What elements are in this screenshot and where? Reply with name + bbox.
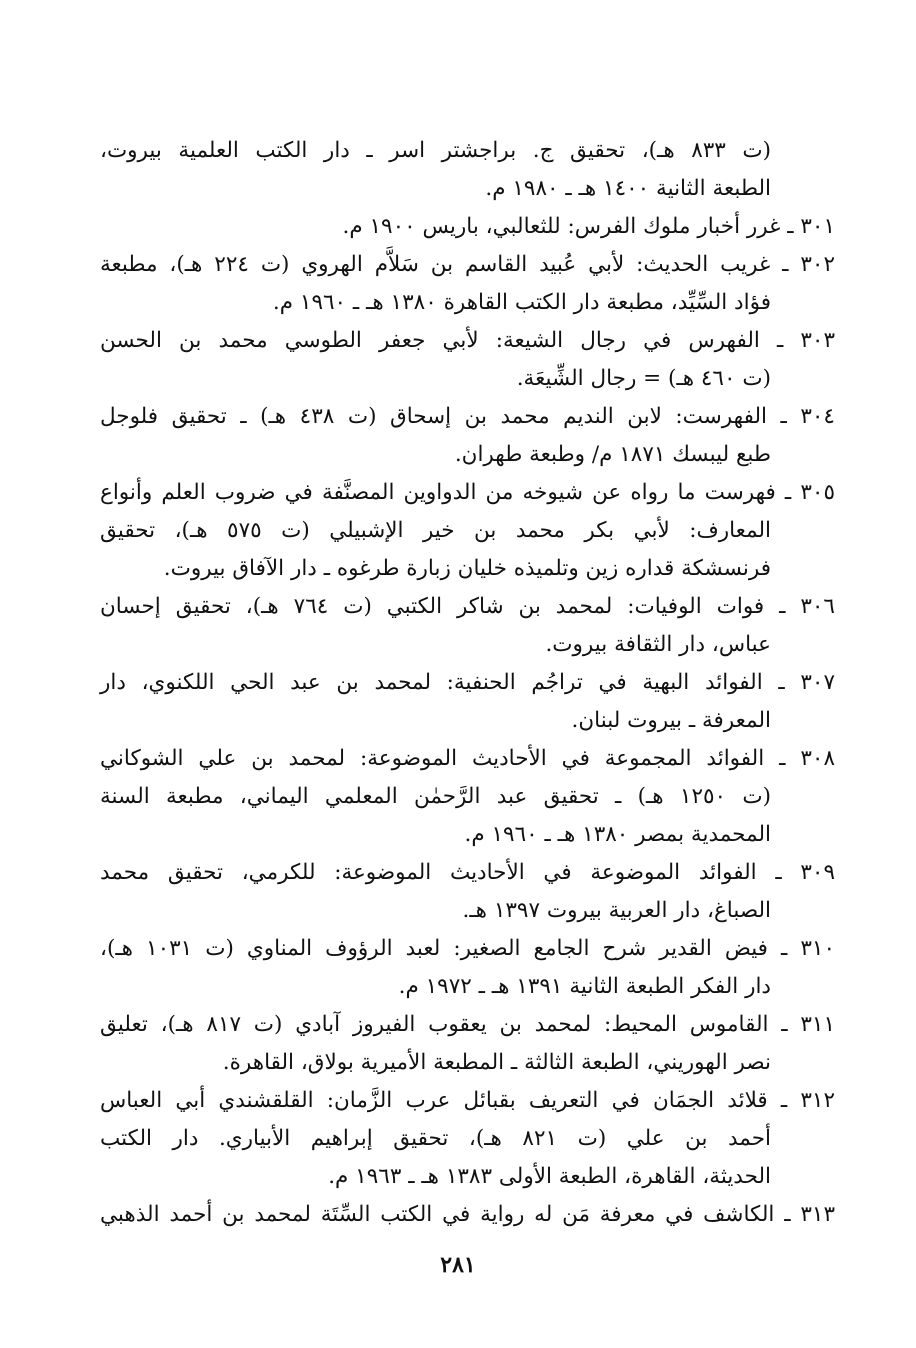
entry-line: ٣٠٨ ـ الفوائد المجموعة في الأحاديث الموضوعة: لمحمد بن علي الشوكاني <box>100 746 835 771</box>
entry-continuation-line: (ت ٨٣٣ هـ)، تحقيق ج. براجشتر اسر ـ دار الكتب العلمية بيروت، <box>100 138 771 163</box>
entry-line: ٣١١ ـ القاموس المحيط: لمحمد بن يعقوب الفيروز آبادي (ت ٨١٧ هـ)، تعليق <box>100 1012 835 1037</box>
entry-continuation-line: الطبعة الثانية ١٤٠٠ هـ ـ ١٩٨٠ م. <box>485 176 771 201</box>
entry-continuation-line: طبع ليبسك ١٨٧١ م/ وطبعة طهران. <box>454 442 771 467</box>
bibliography-list <box>100 132 835 1234</box>
entry-line: ٣٠٥ ـ فهرست ما رواه عن شيوخه من الدواوين المصنَّفة في ضروب العلم وأنواع <box>100 480 835 505</box>
entry-line: ٣٠٣ ـ الفهرس في رجال الشيعة: لأبي جعفر الطوسي محمد بن الحسن <box>100 328 835 353</box>
entry-continuation-line: دار الفكر الطبعة الثانية ١٣٩١ هـ ـ ١٩٧٢ م. <box>398 974 771 999</box>
entry-continuation-line: فؤاد السِّيِّد، مطبعة دار الكتب القاهرة ١٣٨٠ هـ ـ ١٩٦٠ م. <box>272 290 771 315</box>
entry-line: ٣١٢ ـ قلائد الجمَان في التعريف بقبائل عرب الزَّمان: القلقشندي أبي العباس <box>100 1088 835 1113</box>
entry-continuation-line: الصباغ، دار العربية بيروت ١٣٩٧ هـ. <box>462 898 771 923</box>
page-number: ٢٨١ <box>440 1252 476 1278</box>
entry-continuation-line: المعرفة ـ بيروت لبنان. <box>571 708 771 733</box>
entry-line: ٣٠١ ـ غرر أخبار ملوك الفرس: للثعالبي، باريس ١٩٠٠ م. <box>342 214 835 239</box>
entry-line: ٣٠٢ ـ غريب الحديث: لأبي عُبيد القاسم بن سَلاَّم الهروي (ت ٢٢٤ هـ)، مطبعة <box>100 252 835 277</box>
entry-line: ٣٠٩ ـ الفوائد الموضوعة في الأحاديث الموضوعة: للكرمي، تحقيق محمد <box>100 860 835 885</box>
entry-continuation-line: (ت ١٢٥٠ هـ) ـ تحقيق عبد الرَّحمٰن المعلمي اليماني، مطبعة السنة <box>100 784 771 809</box>
entry-continuation-line: عباس، دار الثقافة بيروت. <box>545 632 771 657</box>
entry-line: ٣٠٧ ـ الفوائد البهية في تراجُم الحنفية: لمحمد بن عبد الحي اللكنوي، دار <box>100 670 835 695</box>
entry-continuation-line: الحديثة، القاهرة، الطبعة الأولى ١٣٨٣ هـ ـ ١٩٦٣ م. <box>328 1164 771 1189</box>
entry-continuation-line: نصر الهوريني، الطبعة الثالثة ـ المطبعة الأميرية بولاق، القاهرة. <box>222 1050 771 1075</box>
entry-continuation-line: فرنسشكة قداره زين وتلميذه خليان زبارة طرغوه ـ دار الآفاق بيروت. <box>163 556 771 581</box>
entry-continuation-line: أحمد بن علي (ت ٨٢١ هـ)، تحقيق إبراهيم الأبياري. دار الكتب <box>100 1126 771 1151</box>
entry-line: ٣١٠ ـ فيض القدير شرح الجامع الصغير: لعبد الرؤوف المناوي (ت ١٠٣١ هـ)، <box>100 936 835 961</box>
entry-line: ٣٠٦ ـ فوات الوفيات: لمحمد بن شاكر الكتبي (ت ٧٦٤ هـ)، تحقيق إحسان <box>100 594 835 619</box>
entry-line: ٣١٣ ـ الكاشف في معرفة مَن له رواية في الكتب السِّتَة لمحمد بن أحمد الذهبي <box>100 1202 835 1227</box>
entry-continuation-line: (ت ٤٦٠ هـ) = رجال الشِّيعَة. <box>516 366 771 391</box>
entry-continuation-line: المحمدية بمصر ١٣٨٠ هـ ـ ١٩٦٠ م. <box>464 822 771 847</box>
entry-continuation-line: المعارف: لأبي بكر محمد بن خير الإشبيلي (ت ٥٧٥ هـ)، تحقيق <box>100 518 771 543</box>
entry-line: ٣٠٤ ـ الفهرست: لابن النديم محمد بن إسحاق (ت ٤٣٨ هـ) ـ تحقيق فلوجل <box>100 404 835 429</box>
